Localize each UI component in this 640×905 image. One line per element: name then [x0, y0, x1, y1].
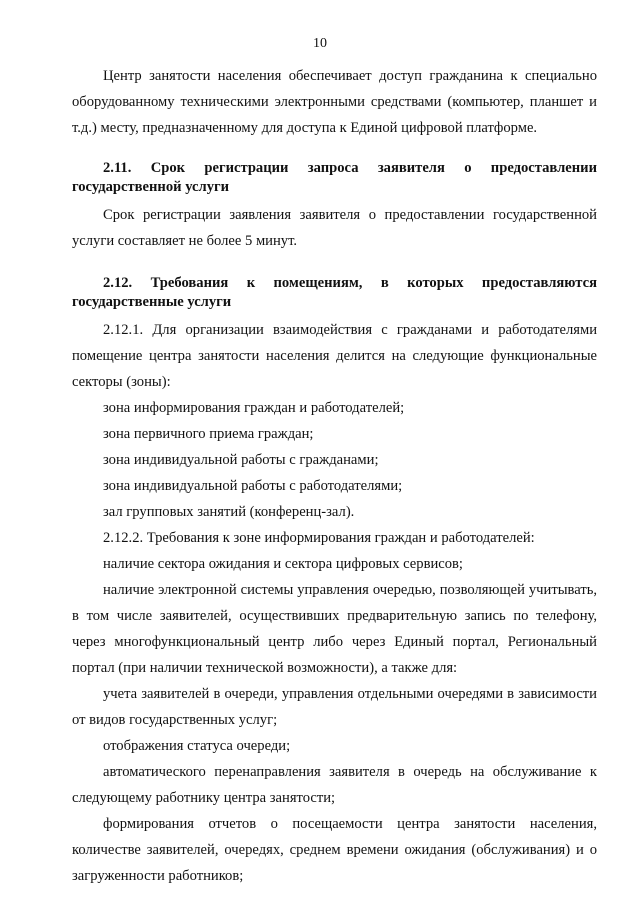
list-item-zone-primary-reception: зона первичного приема граждан; [103, 426, 314, 442]
list-item-queue-accounting: учета заявителей в очереди, управления отдельными очередями в зависимости от видов государственных услуг; [72, 686, 597, 728]
list-item-waiting-sector: наличие сектора ожидания и сектора цифровых сервисов; [103, 556, 463, 572]
list-item-zone-group-hall: зал групповых занятий (конференц-зал). [103, 504, 355, 520]
paragraph-2-12-1: 2.12.1. Для организации взаимодействия с гражданами и работодателями помещение центра занятости населения делится на следующие функциональные секторы (зоны): [72, 322, 597, 390]
list-item-zone-individual-citizens: зона индивидуальной работы с гражданами; [103, 452, 379, 468]
paragraph-digital-platform-access: Центр занятости населения обеспечивает доступ гражданина к специально оборудованному техническими электронными средствами (компьютер, планшет и т.д.) месту, предназначенному для доступа к Единой цифровой платформе. [72, 68, 597, 136]
section-heading-2-11: 2.11. Срок регистрации запроса заявителя о предоставлении государственной услуги [72, 160, 597, 195]
section-heading-2-12: 2.12. Требования к помещениям, в которых предоставляются государственные услуги [72, 275, 597, 310]
list-item-zone-informing: зона информирования граждан и работодателей; [103, 400, 405, 416]
page-number: 10 [313, 36, 327, 51]
paragraph-2-12-2: 2.12.2. Требования к зоне информирования граждан и работодателей: [103, 530, 535, 546]
list-item-reports: формирования отчетов о посещаемости центра занятости населения, количестве заявителей, очередях, среднем времени ожидания (обслуживания) и о загруженности работников; [72, 816, 597, 884]
list-item-queue-system: наличие электронной системы управления очередью, позволяющей учитывать, в том числе заявителей, осуществивших предварительную запись по телефону, через многофункциональный центр либо через Единый портал, Региональный портал (при наличии технической возможности), а также для: [72, 582, 597, 676]
document-body [72, 63, 597, 889]
list-item-auto-redirect: автоматического перенаправления заявителя в очередь на обслуживание к следующему работнику центра занятости; [72, 764, 597, 806]
list-item-queue-status: отображения статуса очереди; [103, 738, 291, 754]
paragraph-registration-term: Срок регистрации заявления заявителя о предоставлении государственной услуги составляет не более 5 минут. [72, 207, 597, 249]
list-item-zone-individual-employers: зона индивидуальной работы с работодателями; [103, 478, 403, 494]
